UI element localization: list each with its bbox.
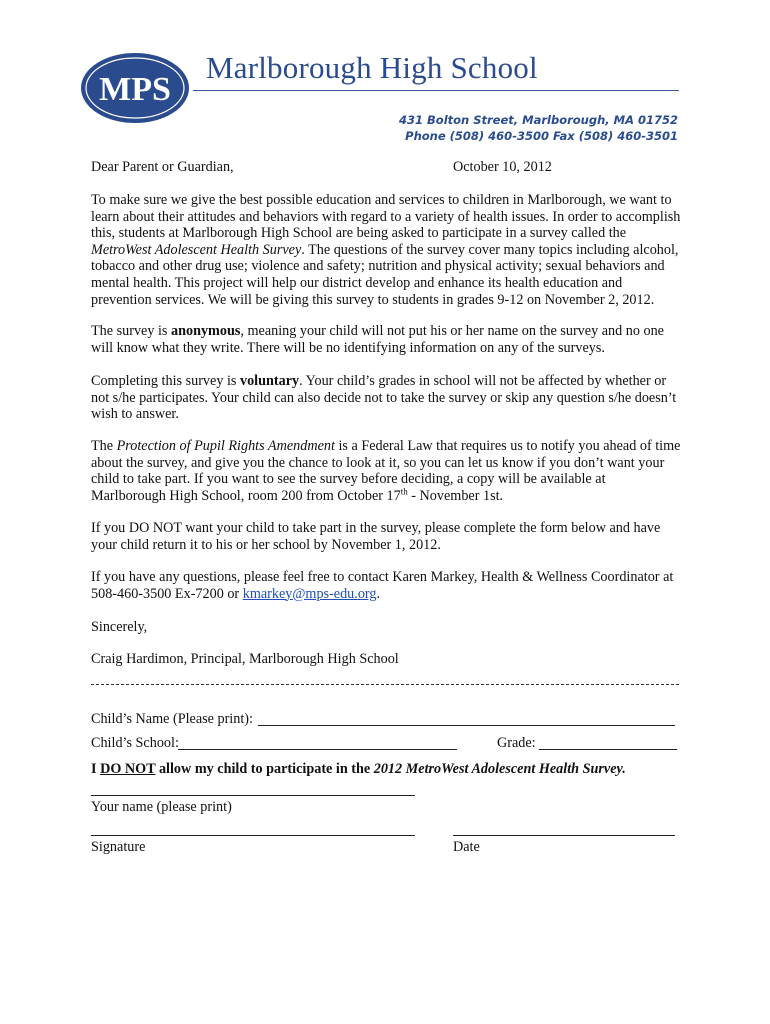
opt-out-i: I <box>91 761 101 777</box>
opt-out-survey: 2012 MetroWest Adolescent Health Survey. <box>373 761 626 777</box>
child-school-field[interactable] <box>178 749 457 750</box>
email-link[interactable]: kmarkey@mps-edu.org <box>242 585 377 602</box>
signature-label: Signature <box>91 839 146 855</box>
phone-fax: Phone (508) 460-3500 Fax (508) 460-3501 <box>405 129 678 143</box>
address: 431 Bolton Street, Marlborough, MA 01752 <box>399 113 678 127</box>
voluntary-word: voluntary <box>239 373 300 389</box>
p2-text-b: , meaning your child will not put his or her name on the survey and no one will know what they write. There will be no identifying information on any of the surveys. <box>91 323 664 356</box>
letter-date: October 10, 2012 <box>453 159 552 175</box>
signature-field[interactable] <box>91 835 415 836</box>
principal-signature-line: Craig Hardimon, Principal, Marlborough High School <box>91 651 399 667</box>
p3-text-b: . Your child’s grades in school will not be affected by whether or not s/he participates. Your child can also decide not to take the survey or skip any question s/he doesn’t wish to answer. <box>91 373 677 423</box>
paragraph-voluntary <box>91 373 683 423</box>
paragraph-ppra <box>91 438 683 504</box>
title-rule <box>193 90 679 91</box>
p1-text-a: To make sure we give the best possible education and services to children in Marlborough, we want to learn about their attitudes and behaviors with regard to a variety of health issues. In order to accomplish this, students at Marlborough High School are being asked to participate in a survey called the <box>91 192 681 242</box>
opt-out-statement <box>91 761 626 778</box>
cut-line <box>91 684 679 685</box>
grade-label: Grade: <box>497 735 536 751</box>
date-label: Date <box>453 839 480 855</box>
p4-text-c: - November 1st. <box>407 487 504 504</box>
school-name: Marlborough High School <box>206 50 538 85</box>
grade-field[interactable] <box>539 749 677 750</box>
opt-out-do-not: DO NOT <box>100 761 156 777</box>
child-school-label: Child’s School: <box>91 735 179 751</box>
p4-text-b: is a Federal Law that requires us to notify you ahead of time about the survey, and give you the chance to look at it, so you can let us know if you don’t want your child to take part. If you want to see the survey before deciding, a copy will be available at Marlborough High School, room 200 from October 17 <box>91 438 681 504</box>
ppra-name: Protection of Pupil Rights Amendment <box>116 438 335 454</box>
p6-text-a: If you have any questions, please feel free to contact Karen Markey, Health & Wellness Coordinator at 508-460-3500 Ex-7200 or <box>91 569 674 602</box>
p6-text-b: . <box>376 585 381 602</box>
closing: Sincerely, <box>91 619 148 635</box>
p1-text-b: . The questions of the survey cover many topics including alcohol, tobacco and other drug use; violence and safety; nutrition and physical activity; sexual behaviors and mental health. This project will help our district develop and enhance its health education and prevention services. We will be giving this survey to students in grades 9-12 on November 2, 2012. <box>91 241 679 308</box>
opt-out-mid: allow my child to participate in the <box>155 761 374 777</box>
child-name-field[interactable] <box>258 725 675 726</box>
p2-text-a: The survey is <box>91 323 171 339</box>
p3-text-a: Completing this survey is <box>91 373 240 389</box>
paragraph-contact <box>91 569 683 602</box>
ordinal-suffix: th <box>400 486 408 497</box>
survey-name: MetroWest Adolescent Health Survey <box>91 241 302 258</box>
p4-text-a: The <box>91 438 117 454</box>
paragraph-anonymous <box>91 323 683 356</box>
logo-text: MPS <box>99 71 171 108</box>
anonymous-word: anonymous <box>171 323 241 339</box>
parent-name-field[interactable] <box>91 795 415 796</box>
salutation: Dear Parent or Guardian, <box>91 159 234 175</box>
child-name-label: Child’s Name (Please print): <box>91 711 253 727</box>
date-field[interactable] <box>453 835 675 836</box>
paragraph-opt-out: If you DO NOT want your child to take part in the survey, please complete the form below and have your child return it to his or her school by November 1, 2012. <box>91 520 661 553</box>
parent-name-label: Your name (please print) <box>91 799 232 815</box>
mps-logo <box>80 52 190 124</box>
paragraph-intro <box>91 192 683 308</box>
